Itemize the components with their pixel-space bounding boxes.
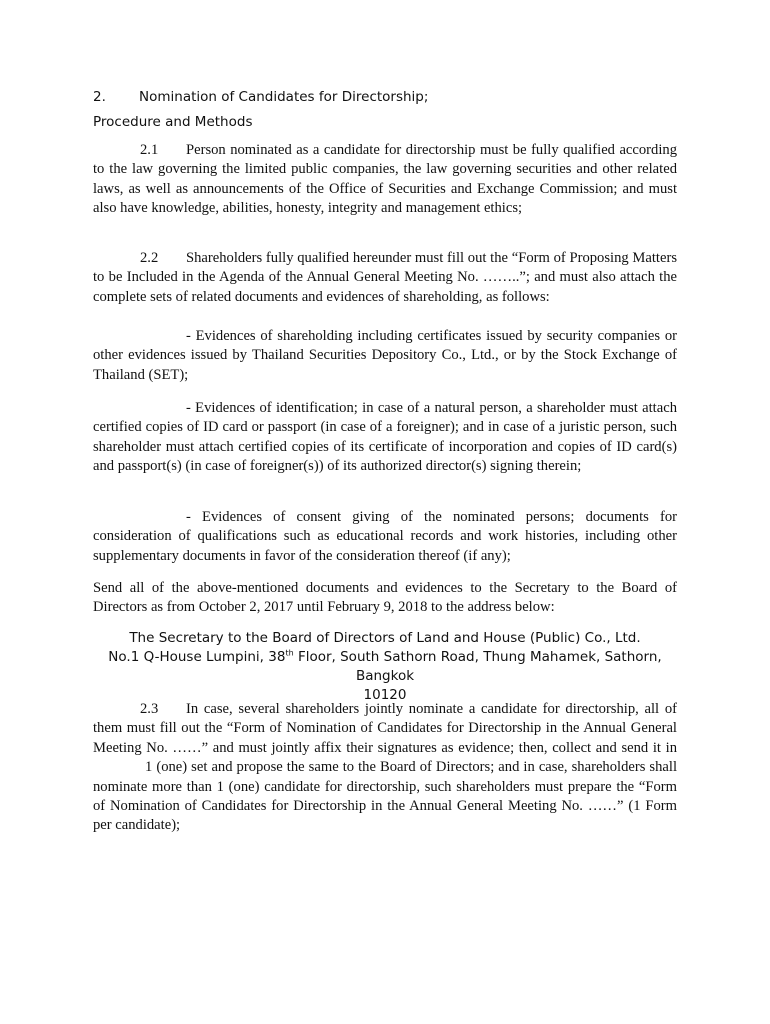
paragraph-2-3 bbox=[93, 700, 677, 836]
evidence-item bbox=[93, 399, 677, 477]
paragraph-text-b: 1 (one) set and propose the same to the Board of Directors; and in case, shareholders shall nominate more than 1 (one) candidate for directorship, such shareholders must prepare the “Form of Nomination of Candidates for Directorship in the Annual General Meeting No. ……” (1 Form per candidate); bbox=[93, 759, 677, 834]
paragraph-text: Person nominated as a candidate for directorship must be fully qualified according to the law governing the limited public companies, the law governing securities and other related laws, as well as announcements of the Office of Securities and Exchange Commission; and must also have knowledge, abilities, honesty, integrity and management ethics; bbox=[93, 142, 677, 217]
paragraph-text: Shareholders fully qualified hereunder must fill out the “Form of Proposing Matters to be Included in the Agenda of the Annual General Meeting No. ……..”; and must also attach the complete sets of related documents and evidences of shareholding, as follows: bbox=[93, 250, 677, 305]
paragraph-2-1 bbox=[93, 141, 677, 219]
evidence-item bbox=[93, 327, 677, 385]
address-line-2: No.1 Q-House Lumpini, 38th Floor, South Sathorn Road, Thung Mahamek, Sathorn, Bangkok bbox=[108, 648, 662, 684]
evidence-text: - Evidences of consent giving of the nominated persons; documents for consideration of qualifications such as educational records and work histories, including other supplementary documents in favor of the consideration thereof (if any); bbox=[93, 509, 677, 564]
evidence-text: - Evidences of shareholding including certificates issued by security companies or other evidences issued by Thailand Securities Depository Co., Ltd., or by the Stock Exchange of Thailand (SET); bbox=[93, 328, 677, 383]
send-instructions: Send all of the above-mentioned documents and evidences to the Secretary to the Board of Directors as from October 2, 2017 until February 9, 2018 to the address below: bbox=[93, 580, 677, 616]
evidence-item bbox=[93, 508, 677, 566]
evidence-text: - Evidences of identification; in case of a natural person, a shareholder must attach certified copies of ID card or passport (in case of a foreigner); and in case of a juristic person, such shareholder must attach certified copies of its certificate of incorporation and copies of ID card(s) and passport(s) (in case of foreigner(s)) of its authorized director(s) signing therein; bbox=[93, 400, 677, 475]
paragraph-number: 2.2 bbox=[140, 250, 159, 266]
paragraph-text-a: In case, several shareholders jointly nominate a candidate for directorship, all of them must fill out the “Form of Nomination of Candidates for Directorship in the Annual General Meeting No. ……” and must jointly affix their signatures as evidence; then, collect and send it in bbox=[93, 701, 677, 756]
address-line-1: The Secretary to the Board of Directors of Land and House (Public) Co., Ltd. bbox=[129, 630, 641, 646]
section-heading bbox=[93, 89, 428, 105]
section-number: 2. bbox=[93, 89, 106, 105]
section-subtitle: Procedure and Methods bbox=[93, 114, 253, 130]
paragraph-2-2 bbox=[93, 249, 677, 307]
paragraph-number: 2.3 bbox=[140, 701, 159, 717]
section-title: Nomination of Candidates for Directorship; bbox=[139, 89, 429, 105]
address-line-3: 10120 bbox=[363, 687, 407, 703]
address-block bbox=[93, 629, 677, 705]
paragraph-number: 2.1 bbox=[140, 142, 159, 158]
